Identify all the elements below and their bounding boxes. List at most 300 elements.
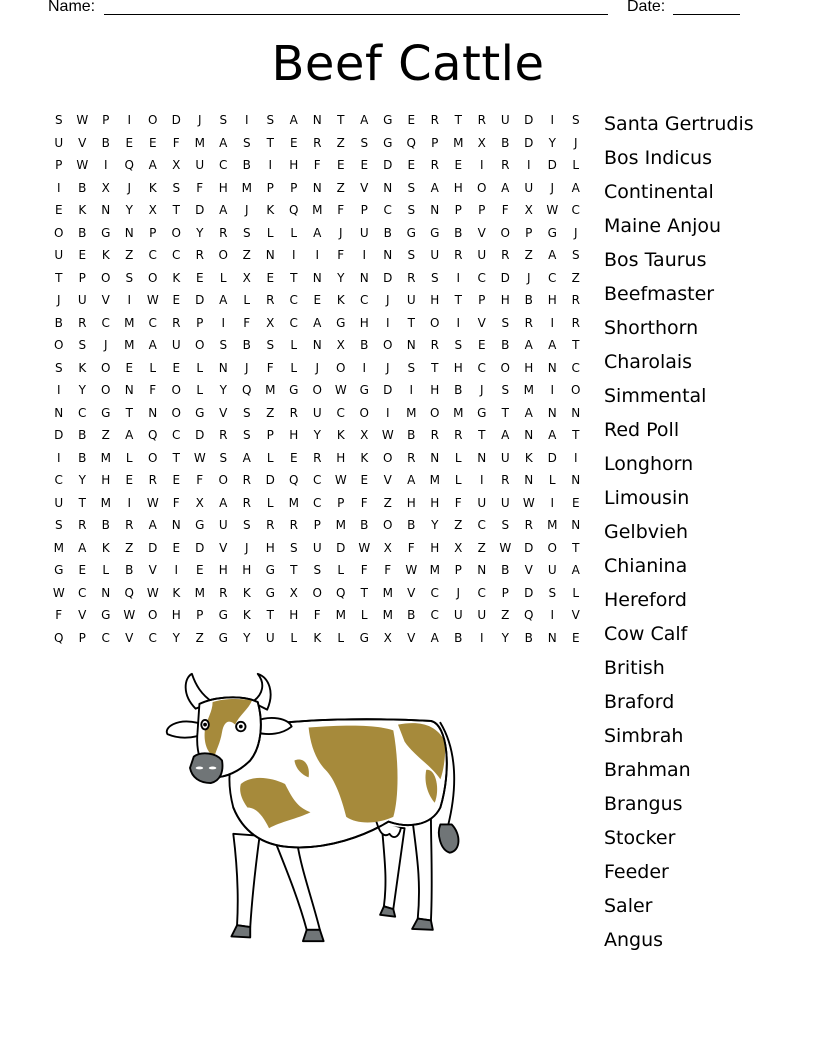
grid-letter[interactable]: Y [431, 518, 439, 533]
grid-letter[interactable]: R [571, 315, 580, 330]
grid-letter[interactable]: H [265, 540, 275, 555]
grid-letter[interactable]: Z [336, 135, 345, 150]
grid-letter[interactable]: T [572, 428, 580, 443]
grid-letter[interactable]: I [221, 315, 226, 330]
grid-letter[interactable]: H [101, 473, 111, 488]
grid-letter[interactable]: G [430, 225, 440, 240]
grid-letter[interactable]: Q [289, 473, 299, 488]
grid-letter[interactable]: P [78, 270, 86, 285]
grid-letter[interactable]: E [454, 158, 463, 173]
grid-letter[interactable]: N [359, 270, 369, 285]
grid-letter[interactable]: C [477, 360, 486, 375]
grid-letter[interactable]: H [430, 293, 440, 308]
grid-letter[interactable]: T [572, 338, 580, 353]
grid-letter[interactable]: J [103, 338, 108, 353]
grid-letter[interactable]: Q [524, 608, 534, 623]
grid-letter[interactable]: A [524, 405, 533, 420]
grid-letter[interactable]: S [289, 540, 298, 555]
grid-letter[interactable]: A [548, 428, 557, 443]
grid-letter[interactable]: E [172, 293, 181, 308]
grid-letter[interactable]: A [571, 563, 580, 578]
grid-letter[interactable]: H [359, 315, 369, 330]
grid-letter[interactable]: O [101, 360, 111, 375]
grid-letter[interactable]: F [55, 608, 63, 623]
grid-letter[interactable]: Q [406, 135, 416, 150]
grid-letter[interactable]: N [383, 180, 393, 195]
grid-letter[interactable]: T [501, 405, 509, 420]
grid-letter[interactable]: O [195, 338, 205, 353]
grid-letter[interactable]: C [477, 518, 486, 533]
grid-letter[interactable]: R [524, 315, 533, 330]
grid-letter[interactable]: O [148, 608, 158, 623]
grid-letter[interactable]: A [242, 450, 251, 465]
grid-letter[interactable]: H [406, 495, 416, 510]
grid-letter[interactable]: B [78, 450, 87, 465]
grid-letter[interactable]: B [383, 225, 392, 240]
grid-letter[interactable]: J [385, 293, 390, 308]
grid-letter[interactable]: C [336, 405, 345, 420]
grid-letter[interactable]: I [456, 270, 461, 285]
grid-letter[interactable]: R [430, 113, 439, 128]
grid-letter[interactable]: H [289, 608, 299, 623]
grid-letter[interactable]: R [195, 248, 204, 263]
grid-letter[interactable]: J [573, 135, 578, 150]
grid-letter[interactable]: K [78, 360, 87, 375]
grid-letter[interactable]: S [407, 203, 416, 218]
grid-letter[interactable]: F [313, 608, 321, 623]
grid-letter[interactable]: I [409, 383, 414, 398]
grid-letter[interactable]: L [266, 495, 274, 510]
grid-letter[interactable]: P [102, 113, 110, 128]
grid-letter[interactable]: N [101, 585, 111, 600]
grid-letter[interactable]: Y [78, 473, 86, 488]
grid-letter[interactable]: X [383, 540, 392, 555]
grid-letter[interactable]: Y [196, 225, 204, 240]
grid-letter[interactable]: R [78, 315, 87, 330]
grid-letter[interactable]: C [571, 203, 580, 218]
grid-letter[interactable]: U [265, 630, 275, 645]
grid-letter[interactable]: F [149, 383, 157, 398]
grid-letter[interactable]: P [266, 180, 274, 195]
grid-letter[interactable]: V [148, 563, 157, 578]
grid-letter[interactable]: B [407, 608, 416, 623]
grid-letter[interactable]: X [477, 135, 486, 150]
grid-letter[interactable]: A [548, 338, 557, 353]
grid-letter[interactable]: D [336, 540, 346, 555]
grid-letter[interactable]: N [383, 248, 393, 263]
grid-letter[interactable]: O [500, 360, 510, 375]
grid-letter[interactable]: A [524, 338, 533, 353]
grid-letter[interactable]: R [407, 450, 416, 465]
grid-letter[interactable]: M [100, 495, 111, 510]
grid-letter[interactable]: O [312, 383, 322, 398]
grid-letter[interactable]: E [571, 630, 580, 645]
grid-letter[interactable]: K [336, 428, 345, 443]
grid-letter[interactable]: P [478, 293, 486, 308]
grid-letter[interactable]: M [194, 135, 205, 150]
grid-letter[interactable]: O [312, 585, 322, 600]
grid-letter[interactable]: W [146, 293, 159, 308]
grid-letter[interactable]: O [148, 450, 158, 465]
grid-letter[interactable]: I [456, 315, 461, 330]
grid-letter[interactable]: R [219, 428, 228, 443]
grid-letter[interactable]: W [146, 585, 159, 600]
grid-letter[interactable]: I [479, 158, 484, 173]
grid-letter[interactable]: I [385, 315, 390, 330]
grid-letter[interactable]: A [313, 315, 322, 330]
grid-letter[interactable]: G [265, 585, 275, 600]
grid-letter[interactable]: X [242, 270, 251, 285]
grid-letter[interactable]: E [407, 113, 416, 128]
grid-letter[interactable]: B [78, 428, 87, 443]
grid-letter[interactable]: N [54, 405, 64, 420]
grid-letter[interactable]: O [171, 405, 181, 420]
grid-letter[interactable]: T [172, 450, 180, 465]
grid-letter[interactable]: I [127, 293, 132, 308]
grid-letter[interactable]: G [195, 405, 205, 420]
grid-letter[interactable]: B [125, 563, 134, 578]
grid-letter[interactable]: M [382, 608, 393, 623]
grid-letter[interactable]: L [337, 630, 345, 645]
grid-letter[interactable]: S [501, 518, 510, 533]
grid-letter[interactable]: W [193, 450, 206, 465]
grid-letter[interactable]: Z [195, 630, 204, 645]
grid-letter[interactable]: N [571, 518, 581, 533]
grid-letter[interactable]: K [360, 450, 369, 465]
grid-letter[interactable]: G [101, 225, 111, 240]
grid-letter[interactable]: E [125, 360, 134, 375]
grid-letter[interactable]: Z [266, 405, 275, 420]
grid-letter[interactable]: J [573, 225, 578, 240]
grid-letter[interactable]: I [56, 383, 61, 398]
grid-letter[interactable]: V [571, 608, 580, 623]
grid-letter[interactable]: G [383, 135, 393, 150]
grid-letter[interactable]: H [171, 608, 181, 623]
grid-letter[interactable]: J [479, 383, 484, 398]
date-field-line[interactable] [673, 14, 740, 15]
grid-letter[interactable]: R [148, 473, 157, 488]
grid-letter[interactable]: U [500, 113, 510, 128]
grid-letter[interactable]: P [196, 608, 204, 623]
grid-letter[interactable]: U [500, 495, 510, 510]
grid-letter[interactable]: O [571, 383, 581, 398]
grid-letter[interactable]: O [430, 315, 440, 330]
grid-letter[interactable]: D [383, 158, 393, 173]
grid-letter[interactable]: M [429, 563, 440, 578]
grid-letter[interactable]: W [146, 495, 159, 510]
grid-letter[interactable]: C [477, 270, 486, 285]
grid-letter[interactable]: L [290, 225, 298, 240]
grid-letter[interactable]: K [313, 630, 322, 645]
grid-letter[interactable]: B [501, 563, 510, 578]
grid-letter[interactable]: J [127, 180, 132, 195]
grid-letter[interactable]: X [336, 338, 345, 353]
grid-letter[interactable]: O [547, 540, 557, 555]
grid-letter[interactable]: E [125, 135, 134, 150]
grid-letter[interactable]: G [101, 405, 111, 420]
grid-letter[interactable]: V [78, 608, 87, 623]
grid-letter[interactable]: E [172, 540, 181, 555]
grid-letter[interactable]: Y [501, 630, 509, 645]
grid-letter[interactable]: A [219, 495, 228, 510]
grid-letter[interactable]: F [454, 495, 462, 510]
grid-letter[interactable]: J [385, 360, 390, 375]
grid-letter[interactable]: G [547, 225, 557, 240]
grid-letter[interactable]: R [266, 293, 275, 308]
grid-letter[interactable]: S [407, 180, 416, 195]
grid-letter[interactable]: S [54, 518, 63, 533]
grid-letter[interactable]: X [266, 315, 275, 330]
grid-letter[interactable]: U [477, 495, 487, 510]
grid-letter[interactable]: D [195, 540, 205, 555]
grid-letter[interactable]: D [524, 585, 534, 600]
grid-letter[interactable]: R [430, 158, 439, 173]
grid-letter[interactable]: L [360, 608, 368, 623]
grid-letter[interactable]: F [407, 540, 415, 555]
grid-letter[interactable]: N [477, 563, 487, 578]
grid-letter[interactable]: J [456, 585, 461, 600]
grid-letter[interactable]: S [242, 225, 251, 240]
grid-letter[interactable]: C [571, 360, 580, 375]
grid-letter[interactable]: E [172, 360, 181, 375]
grid-letter[interactable]: P [55, 158, 63, 173]
grid-letter[interactable]: E [78, 563, 87, 578]
grid-letter[interactable]: C [548, 270, 557, 285]
grid-letter[interactable]: H [336, 450, 346, 465]
grid-letter[interactable]: Q [289, 203, 299, 218]
grid-letter[interactable]: C [172, 248, 181, 263]
grid-letter[interactable]: O [218, 248, 228, 263]
grid-letter[interactable]: G [383, 113, 393, 128]
grid-letter[interactable]: D [524, 135, 534, 150]
grid-letter[interactable]: M [241, 180, 252, 195]
grid-letter[interactable]: A [148, 338, 157, 353]
grid-letter[interactable]: V [219, 405, 228, 420]
grid-letter[interactable]: O [477, 180, 487, 195]
grid-letter[interactable]: P [196, 315, 204, 330]
grid-letter[interactable]: O [101, 270, 111, 285]
grid-letter[interactable]: E [195, 270, 204, 285]
grid-letter[interactable]: F [172, 135, 180, 150]
grid-letter[interactable]: U [477, 248, 487, 263]
grid-letter[interactable]: S [407, 360, 416, 375]
grid-letter[interactable]: C [148, 315, 157, 330]
grid-letter[interactable]: M [429, 473, 440, 488]
grid-letter[interactable]: C [101, 315, 110, 330]
grid-letter[interactable]: W [76, 113, 89, 128]
grid-letter[interactable]: L [454, 450, 462, 465]
grid-letter[interactable]: R [242, 473, 251, 488]
grid-letter[interactable]: S [242, 135, 251, 150]
grid-letter[interactable]: M [406, 405, 417, 420]
grid-letter[interactable]: B [501, 338, 510, 353]
grid-letter[interactable]: G [359, 383, 369, 398]
grid-letter[interactable]: O [148, 270, 158, 285]
grid-letter[interactable]: R [172, 315, 181, 330]
grid-letter[interactable]: B [454, 630, 463, 645]
grid-letter[interactable]: V [477, 225, 486, 240]
grid-letter[interactable]: M [382, 585, 393, 600]
grid-letter[interactable]: T [290, 563, 298, 578]
grid-letter[interactable]: T [78, 495, 86, 510]
grid-letter[interactable]: Z [383, 495, 392, 510]
grid-letter[interactable]: Z [571, 270, 580, 285]
grid-letter[interactable]: H [289, 158, 299, 173]
grid-letter[interactable]: R [242, 495, 251, 510]
grid-letter[interactable]: S [571, 113, 580, 128]
grid-letter[interactable]: C [78, 405, 87, 420]
grid-letter[interactable]: U [500, 450, 510, 465]
grid-letter[interactable]: L [572, 585, 580, 600]
grid-letter[interactable]: M [100, 450, 111, 465]
grid-letter[interactable]: Y [243, 630, 251, 645]
grid-letter[interactable]: X [172, 158, 181, 173]
grid-letter[interactable]: T [125, 405, 133, 420]
grid-letter[interactable]: R [313, 135, 322, 150]
grid-letter[interactable]: F [360, 563, 368, 578]
grid-letter[interactable]: R [454, 248, 463, 263]
grid-letter[interactable]: O [500, 225, 510, 240]
grid-letter[interactable]: M [53, 540, 64, 555]
grid-letter[interactable]: K [336, 293, 345, 308]
grid-letter[interactable]: Y [219, 383, 227, 398]
grid-letter[interactable]: C [360, 293, 369, 308]
grid-letter[interactable]: K [78, 203, 87, 218]
grid-letter[interactable]: V [407, 585, 416, 600]
grid-letter[interactable]: L [102, 563, 110, 578]
grid-letter[interactable]: U [430, 248, 440, 263]
grid-letter[interactable]: D [195, 203, 205, 218]
grid-letter[interactable]: U [359, 225, 369, 240]
grid-letter[interactable]: C [78, 585, 87, 600]
grid-letter[interactable]: L [196, 383, 204, 398]
grid-letter[interactable]: M [335, 518, 346, 533]
grid-letter[interactable]: C [313, 495, 322, 510]
grid-letter[interactable]: Z [125, 540, 134, 555]
grid-letter[interactable]: E [195, 563, 204, 578]
grid-letter[interactable]: S [266, 338, 275, 353]
grid-letter[interactable]: D [547, 158, 557, 173]
grid-letter[interactable]: B [101, 135, 110, 150]
grid-letter[interactable]: R [219, 225, 228, 240]
grid-letter[interactable]: S [313, 563, 322, 578]
grid-letter[interactable]: U [406, 293, 416, 308]
grid-letter[interactable]: O [336, 360, 346, 375]
grid-letter[interactable]: V [78, 135, 87, 150]
grid-letter[interactable]: Q [54, 630, 64, 645]
grid-letter[interactable]: T [337, 113, 345, 128]
grid-letter[interactable]: N [148, 405, 158, 420]
grid-letter[interactable]: I [291, 248, 296, 263]
grid-letter[interactable]: C [477, 585, 486, 600]
grid-letter[interactable]: O [148, 113, 158, 128]
grid-letter[interactable]: R [524, 518, 533, 533]
grid-letter[interactable]: B [501, 135, 510, 150]
grid-letter[interactable]: A [501, 180, 510, 195]
grid-letter[interactable]: C [383, 203, 392, 218]
grid-letter[interactable]: Y [548, 135, 556, 150]
grid-letter[interactable]: S [360, 135, 369, 150]
grid-letter[interactable]: I [550, 495, 555, 510]
grid-letter[interactable]: C [101, 630, 110, 645]
grid-letter[interactable]: R [501, 158, 510, 173]
grid-letter[interactable]: P [478, 203, 486, 218]
grid-letter[interactable]: N [101, 203, 111, 218]
grid-letter[interactable]: Y [337, 270, 345, 285]
grid-letter[interactable]: N [547, 360, 557, 375]
grid-letter[interactable]: X [454, 540, 463, 555]
grid-letter[interactable]: N [571, 473, 581, 488]
grid-letter[interactable]: I [479, 473, 484, 488]
grid-letter[interactable]: Q [336, 585, 346, 600]
grid-letter[interactable]: X [101, 180, 110, 195]
grid-letter[interactable]: N [547, 405, 557, 420]
grid-letter[interactable]: D [195, 293, 205, 308]
grid-letter[interactable]: L [454, 473, 462, 488]
grid-letter[interactable]: P [431, 135, 439, 150]
grid-letter[interactable]: D [524, 540, 534, 555]
grid-letter[interactable]: K [242, 608, 251, 623]
grid-letter[interactable]: A [430, 630, 439, 645]
grid-letter[interactable]: R [430, 428, 439, 443]
grid-letter[interactable]: L [243, 293, 251, 308]
grid-letter[interactable]: K [101, 248, 110, 263]
grid-letter[interactable]: G [54, 563, 64, 578]
grid-letter[interactable]: A [430, 180, 439, 195]
grid-letter[interactable]: N [171, 518, 181, 533]
grid-letter[interactable]: E [78, 248, 87, 263]
grid-letter[interactable]: R [454, 428, 463, 443]
grid-letter[interactable]: R [407, 270, 416, 285]
grid-letter[interactable]: N [430, 450, 440, 465]
grid-letter[interactable]: E [289, 450, 298, 465]
grid-letter[interactable]: F [384, 563, 392, 578]
grid-letter[interactable]: N [124, 225, 134, 240]
grid-letter[interactable]: W [334, 383, 347, 398]
grid-letter[interactable]: E [266, 270, 275, 285]
grid-letter[interactable]: L [290, 630, 298, 645]
grid-letter[interactable]: L [290, 338, 298, 353]
grid-letter[interactable]: L [290, 360, 298, 375]
grid-letter[interactable]: Q [124, 158, 134, 173]
grid-letter[interactable]: O [383, 518, 393, 533]
grid-letter[interactable]: S [78, 338, 87, 353]
grid-letter[interactable]: U [312, 540, 322, 555]
grid-letter[interactable]: M [194, 585, 205, 600]
grid-letter[interactable]: E [125, 473, 134, 488]
grid-letter[interactable]: M [547, 518, 558, 533]
grid-letter[interactable]: C [148, 630, 157, 645]
grid-letter[interactable]: B [242, 158, 251, 173]
grid-letter[interactable]: B [360, 338, 369, 353]
grid-letter[interactable]: I [550, 383, 555, 398]
grid-letter[interactable]: W [52, 585, 65, 600]
grid-letter[interactable]: A [219, 293, 228, 308]
grid-letter[interactable]: A [360, 113, 369, 128]
grid-letter[interactable]: B [101, 518, 110, 533]
grid-letter[interactable]: D [547, 450, 557, 465]
grid-letter[interactable]: D [500, 270, 510, 285]
grid-letter[interactable]: B [78, 225, 87, 240]
grid-letter[interactable]: M [335, 608, 346, 623]
grid-letter[interactable]: L [266, 450, 274, 465]
grid-letter[interactable]: W [405, 563, 418, 578]
grid-letter[interactable]: R [78, 518, 87, 533]
grid-letter[interactable]: U [218, 518, 228, 533]
grid-letter[interactable]: V [360, 180, 369, 195]
grid-letter[interactable]: C [430, 585, 439, 600]
grid-letter[interactable]: I [268, 158, 273, 173]
